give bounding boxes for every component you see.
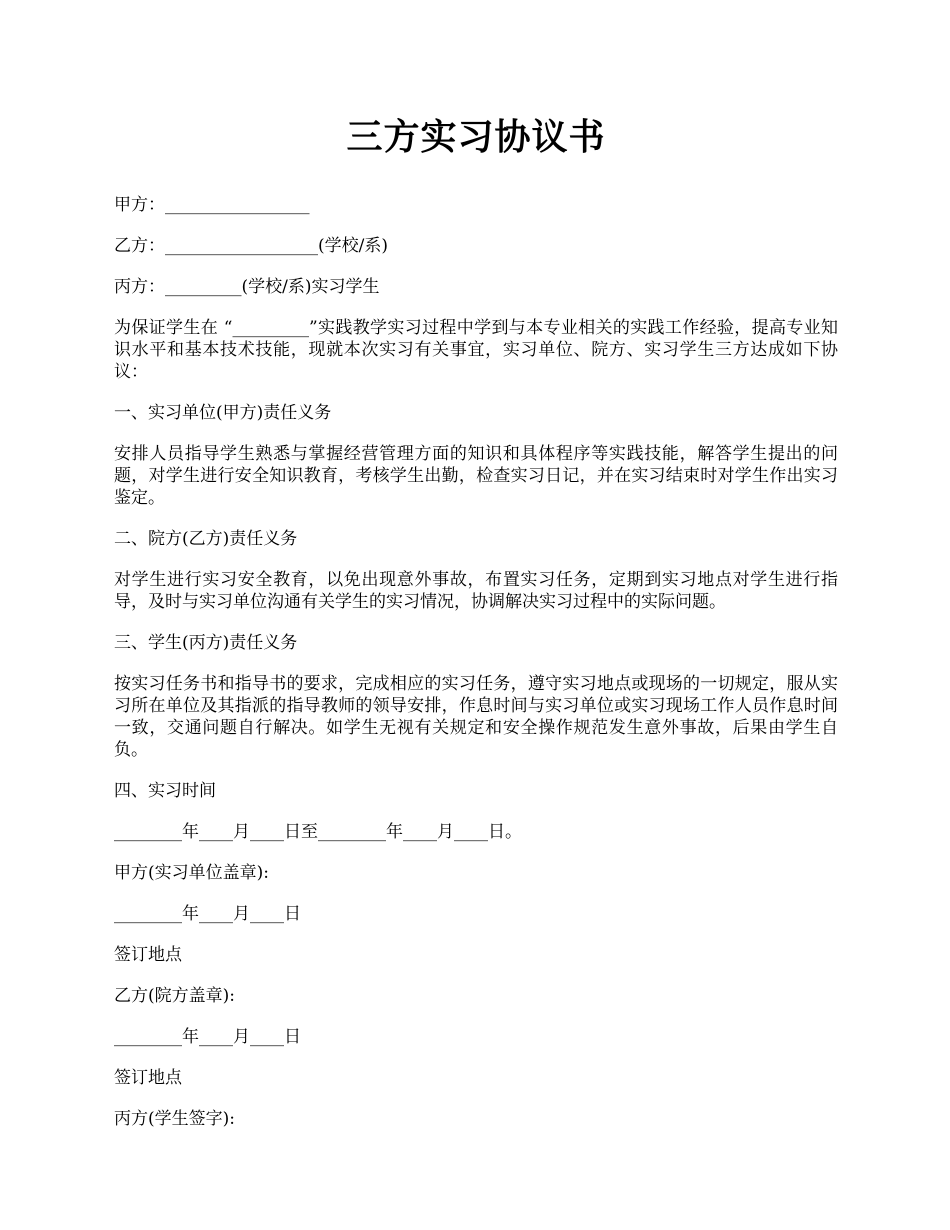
period-line: ________年____月____日至________年____月____日。 (114, 822, 522, 842)
sign-b-date: ________年____月____日 (114, 1027, 301, 1047)
party-a-line: 甲方：_________________ (114, 195, 310, 215)
section-3-body: 按实习任务书和指导书的要求，完成相应的实习任务，遵守实习地点或现场的一切规定，服从实习所在单位及其指派的指导教师的领导安排，作息时间与实习单位或实习现场工作人员作息时间一致，交通问题自行解决。如学生无视有关规定和安全操作规范发生意外事故，后果由学生自负。 (114, 674, 838, 760)
section-1-body: 安排人员指导学生熟悉与掌握经营管理方面的知识和具体程序等实践技能，解答学生提出的问题，对学生进行安全知识教育，考核学生出勤，检查实习日记，并在实习结束时对学生作出实习鉴定。 (114, 444, 838, 508)
section-3-heading: 三、学生(丙方)责任义务 (114, 633, 298, 653)
intro-paragraph: 为保证学生在 “_________”实践教学实习过程中学到与本专业相关的实践工作经验，提高专业知识水平和基本技术技能，现就本次实习有关事宜，实习单位、院方、实习学生三方达成如下协议： (114, 318, 838, 382)
party-c-line: 丙方：_________(学校/系)实习学生 (114, 277, 380, 297)
section-2-body: 对学生进行实习安全教育，以免出现意外事故，布置实习任务，定期到实习地点对学生进行指导，及时与实习单位沟通有关学生的实习情况，协调解决实习过程中的实际问题。 (114, 570, 838, 612)
sign-c-label: 丙方(学生签字): (114, 1109, 235, 1129)
sign-a-place: 签订地点 (114, 945, 182, 965)
party-b-line: 乙方：__________________(学校/系) (114, 236, 388, 256)
section-1-heading: 一、实习单位(甲方)责任义务 (114, 403, 332, 423)
section-2-heading: 二、院方(乙方)责任义务 (114, 529, 298, 549)
sign-a-label: 甲方(实习单位盖章): (114, 863, 269, 883)
sign-b-label: 乙方(院方盖章): (114, 986, 235, 1006)
sign-a-date: ________年____月____日 (114, 904, 301, 924)
document-title: 三方实习协议书 (346, 116, 606, 158)
sign-b-place: 签订地点 (114, 1068, 182, 1088)
section-4-heading: 四、实习时间 (114, 781, 216, 801)
